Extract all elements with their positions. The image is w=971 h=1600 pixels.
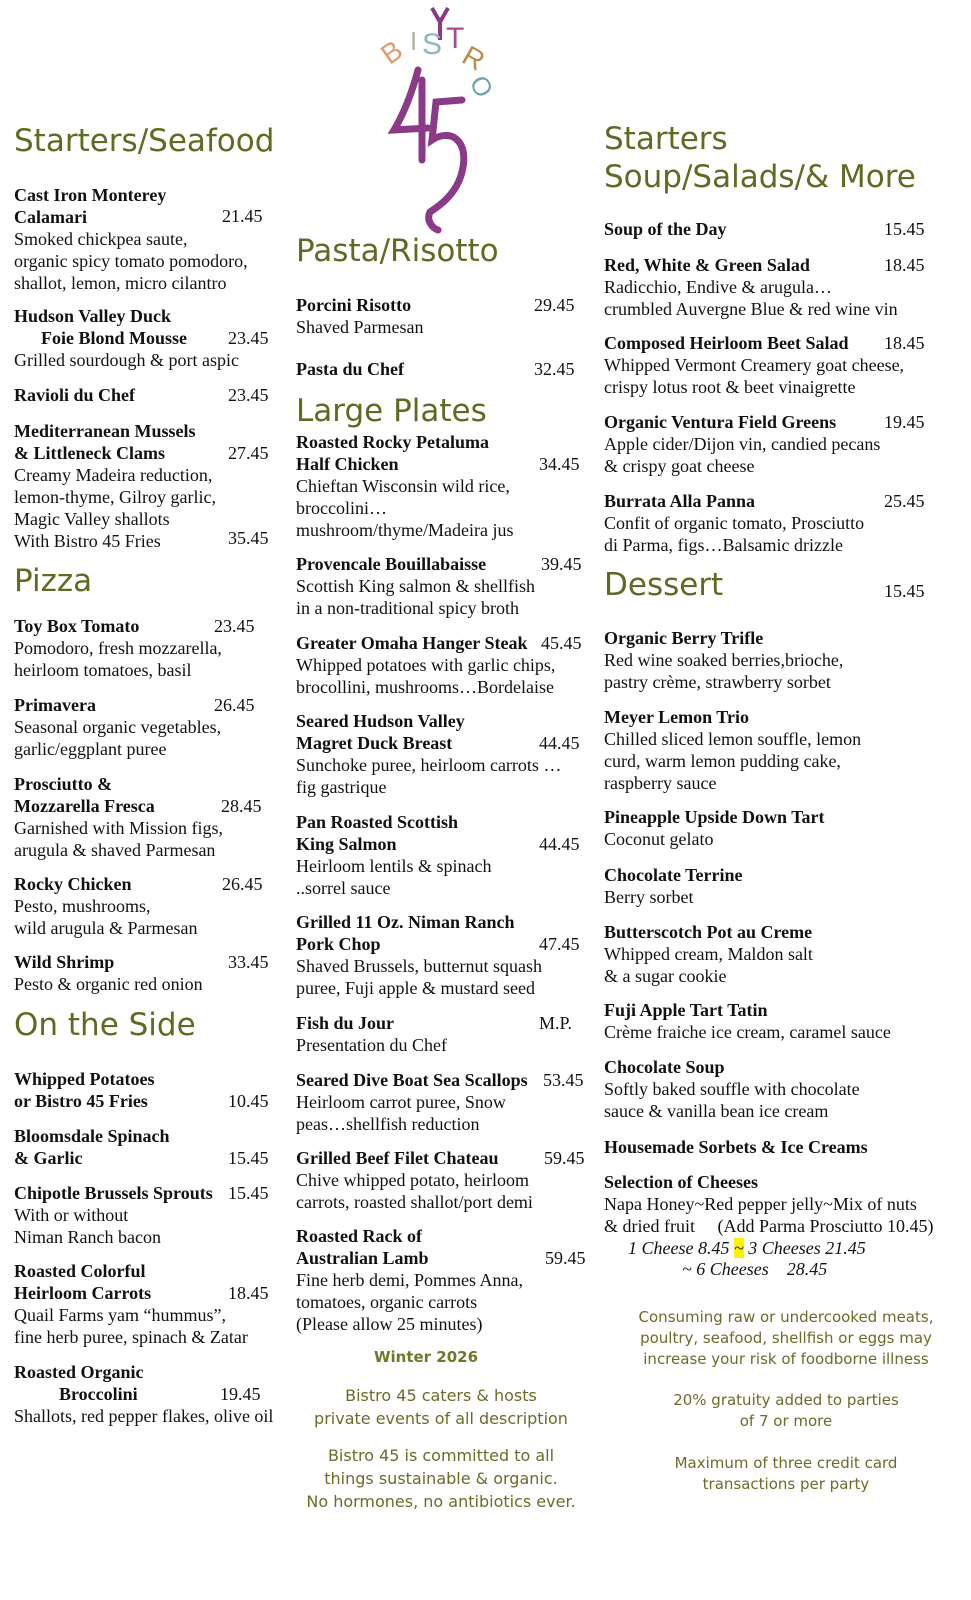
menu-item-heirloom-carrots: [14, 1260, 284, 1348]
item-desc: Quail Farms yam “hummus”, fine herb puree, spinach & Zatar: [14, 1305, 248, 1347]
item-desc: Red wine soaked berries,brioche, pastry crème, strawberry sorbet: [604, 650, 844, 692]
item-price: 34.45: [539, 454, 580, 474]
cheese-6-price: ~ 6 Cheeses 28.45: [682, 1259, 828, 1279]
item-price: 25.45: [884, 491, 925, 511]
logo-letter-t: T: [446, 22, 465, 55]
item-desc: Garnished with Mission figs, arugula & shaved Parmesan: [14, 818, 223, 860]
item-name: Selection of Cheeses: [604, 1172, 758, 1192]
item-price: 33.45: [228, 952, 269, 972]
menu-item-king-salmon: [296, 811, 586, 899]
item-desc: Chieftan Wisconsin wild rice, broccolini… mushroom/thyme/Madeira jus: [296, 476, 514, 540]
food-safety-notice: Consuming raw or undercooked meats, poultry, seafood, shellfish or eggs may increase your risk of foodborne illness: [638, 1308, 934, 1368]
item-price: 39.45: [541, 554, 582, 574]
item-name: Cast Iron Monterey Calamari: [14, 185, 167, 227]
item-price: 19.45: [220, 1384, 261, 1404]
item-name: Meyer Lemon Trio: [604, 707, 749, 727]
item-name: Housemade Sorbets & Ice Creams: [604, 1137, 868, 1157]
item-desc: Grilled sourdough & port aspic: [14, 350, 239, 370]
item-name: Composed Heirloom Beet Salad: [604, 333, 849, 353]
item-price: 15.45: [228, 1183, 269, 1203]
item-desc: Heirloom carrot puree, Snow peas…shellfish reduction: [296, 1092, 506, 1134]
item-name: Butterscotch Pot au Creme: [604, 922, 813, 942]
dessert-price: 15.45: [884, 581, 925, 601]
item-desc: Chilled sliced lemon souffle, lemon curd, warm lemon pudding cake, raspberry sauce: [604, 729, 862, 793]
section-title-large-plates: Large Plates: [296, 393, 487, 429]
item-desc: Crème fraiche ice cream, caramel sauce: [604, 1022, 891, 1042]
menu-item-meyer-lemon-trio: [604, 706, 944, 794]
item-desc: Radicchio, Endive & arugula… crumbled Auvergne Blue & red wine vin: [604, 277, 898, 319]
menu-item-chocolate-soup: [604, 1056, 944, 1122]
item-desc: Shaved Parmesan: [296, 317, 424, 337]
logo-number-5: [429, 100, 464, 230]
sustainability-note: Bistro 45 is committed to all things sustainable & organic. No hormones, no antibiotics ever.: [306, 1446, 576, 1511]
season-label: Winter 2026: [373, 1348, 479, 1366]
item-price: 18.45: [884, 255, 925, 275]
item-price: 47.45: [539, 934, 580, 954]
logo-letter-s: S: [422, 28, 443, 61]
item-name: Provencale Bouillabaisse: [296, 554, 487, 574]
menu-item-apple-tart-tatin: [604, 999, 944, 1043]
menu-item-rack-of-lamb: [296, 1225, 586, 1335]
item-desc: Whipped cream, Maldon salt & a sugar cookie: [604, 944, 813, 986]
item-name: Primavera: [14, 695, 96, 715]
menu-item-prosciutto-mozzarella: [14, 773, 274, 861]
item-price: 23.45: [214, 616, 255, 636]
item-desc: Creamy Madeira reduction, lemon-thyme, Gilroy garlic, Magic Valley shallots With Bistro 45 Fries: [14, 465, 216, 551]
item-name: Fish du Jour: [296, 1013, 395, 1033]
logo-number-4: [394, 70, 428, 160]
item-name: Pan Roasted Scottish King Salmon: [296, 812, 459, 854]
item-name: Burrata Alla Panna: [604, 491, 756, 511]
item-price: 44.45: [539, 834, 580, 854]
section-title-dessert: Dessert: [604, 567, 724, 603]
item-name: Seared Dive Boat Sea Scallops: [296, 1070, 528, 1090]
item-name: Mediterranean Mussels & Littleneck Clams: [14, 421, 196, 463]
item-name: Ravioli du Chef: [14, 385, 136, 405]
item-name: Organic Berry Trifle: [604, 628, 764, 648]
gratuity-notice: 20% gratuity added to parties of 7 or more: [673, 1391, 899, 1430]
item-name: Rocky Chicken: [14, 874, 132, 894]
item-name: Toy Box Tomato: [14, 616, 140, 636]
item-price: M.P.: [539, 1013, 573, 1033]
item-price: 32.45: [534, 359, 575, 379]
item-name: Chipotle Brussels Sprouts: [14, 1183, 213, 1203]
item-name: Roasted Colorful Heirloom Carrots: [14, 1261, 152, 1303]
item-price: 10.45: [228, 1091, 269, 1111]
item-price: 44.45: [539, 733, 580, 753]
item-name: Grilled Beef Filet Chateau: [296, 1148, 499, 1168]
credit-card-notice: Maximum of three credit card transactions per party: [674, 1454, 898, 1493]
item-name: Prosciutto & Mozzarella Fresca: [14, 774, 155, 816]
item-desc: Whipped potatoes with garlic chips, brocollini, mushrooms…Bordelaise: [296, 655, 556, 697]
menu-item-pineapple-tart: [604, 806, 944, 850]
menu-item-sorbets-ice-creams: [604, 1136, 944, 1158]
item-desc: Shallots, red pepper flakes, olive oil: [14, 1406, 274, 1426]
section-title-pizza: Pizza: [14, 563, 93, 599]
logo-letter-b: B: [375, 34, 409, 71]
catering-note: Bistro 45 caters & hosts private events of all description: [314, 1386, 568, 1428]
section-title-starters-seafood: Starters/Seafood: [14, 123, 275, 159]
item-price: 28.45: [221, 796, 262, 816]
item-desc: Coconut gelato: [604, 829, 714, 849]
item-name: Roasted Organic Broccolini: [14, 1362, 144, 1404]
item-desc: Scottish King salmon & shellfish in a non-traditional spicy broth: [296, 576, 536, 618]
item-desc: Sunchoke puree, heirloom carrots … fig gastrique: [296, 755, 562, 797]
item-price: 26.45: [222, 874, 263, 894]
item-price: 59.45: [545, 1248, 586, 1268]
item-price: 18.45: [884, 333, 925, 353]
item-desc: Whipped Vermont Creamery goat cheese, crispy lotus root & beet vinaigrette: [604, 355, 905, 397]
item-name: Red, White & Green Salad: [604, 255, 810, 275]
item-name: Porcini Risotto: [296, 295, 412, 315]
item-desc: Presentation du Chef: [296, 1035, 447, 1055]
item-price: 21.45: [222, 206, 263, 226]
item-name: Hudson Valley Duck Foie Blond Mousse: [14, 306, 188, 348]
item-price: 29.45: [534, 295, 575, 315]
cheese-pricing-line-1: [628, 1237, 866, 1259]
logo-letter-r: R: [457, 39, 491, 77]
item-price: 27.45: [228, 443, 269, 463]
item-price: 26.45: [214, 695, 255, 715]
item-desc: Smoked chickpea saute, organic spicy tomato pomodoro, shallot, lemon, micro cilantro: [14, 229, 248, 293]
item-desc: Chive whipped potato, heirloom carrots, roasted shallot/port demi: [296, 1170, 533, 1212]
item-name: Chocolate Soup: [604, 1057, 725, 1077]
item-price: 45.45: [541, 633, 582, 653]
menu-item-berry-trifle: [604, 627, 944, 693]
item-price: 23.45: [228, 385, 269, 405]
cheese-3-price: 3 Cheeses 21.45: [748, 1238, 866, 1258]
cheese-1-price: 1 Cheese 8.45: [628, 1238, 730, 1258]
menu-item-petaluma-chicken: [296, 431, 586, 541]
menu-item-pork-chop: [296, 911, 586, 999]
item-desc: Fine herb demi, Pommes Anna, tomatoes, organic carrots (Please allow 25 minutes): [296, 1270, 523, 1334]
item-price: 15.45: [884, 219, 925, 239]
item-name: Grilled 11 Oz. Niman Ranch Pork Chop: [296, 912, 515, 954]
item-price: 19.45: [884, 412, 925, 432]
item-desc: Napa Honey~Red pepper jelly~Mix of nuts & dried fruit (Add Parma Prosciutto 10.45): [604, 1194, 934, 1236]
item-desc: Seasonal organic vegetables, garlic/eggplant puree: [14, 717, 222, 759]
item-desc: Pomodoro, fresh mozzarella, heirloom tomatoes, basil: [14, 638, 222, 680]
logo-letter-i: I: [410, 26, 418, 56]
item-price: 23.45: [228, 328, 269, 348]
item-name: Pineapple Upside Down Tart: [604, 807, 825, 827]
item-name: Chocolate Terrine: [604, 865, 743, 885]
item-desc: Softly baked souffle with chocolate sauce & vanilla bean ice cream: [604, 1079, 860, 1121]
item-desc: Heirloom lentils & spinach ..sorrel sauce: [296, 856, 492, 898]
item-price: 53.45: [543, 1070, 584, 1090]
menu-item-selection-of-cheeses: [604, 1171, 954, 1237]
item-name: Whipped Potatoes or Bistro 45 Fries: [14, 1069, 155, 1111]
bistro-45-logo: [370, 0, 510, 235]
item-name: Soup of the Day: [604, 219, 727, 239]
item-name: Roasted Rack of Australian Lamb: [296, 1226, 429, 1268]
item-name: Wild Shrimp: [14, 952, 115, 972]
menu-item-calamari: [14, 184, 274, 294]
menu-item-duck-breast: [296, 710, 586, 798]
item-desc: Confit of organic tomato, Prosciutto di Parma, figs…Balsamic drizzle: [604, 513, 865, 555]
logo-letter-o: O: [463, 70, 500, 103]
item-desc: Shaved Brussels, butternut squash puree, Fuji apple & mustard seed: [296, 956, 542, 998]
item-desc: Pesto, mushrooms, wild arugula & Parmesan: [14, 896, 198, 938]
item-name: Pasta du Chef: [296, 359, 405, 379]
item-name: Fuji Apple Tart Tatin: [604, 1000, 768, 1020]
item-desc: Pesto & organic red onion: [14, 974, 203, 994]
item-name: Roasted Rocky Petaluma Half Chicken: [296, 432, 489, 474]
menu-item-butterscotch-pot: [604, 921, 944, 987]
item-desc: Berry sorbet: [604, 887, 694, 907]
menu-item-chocolate-terrine: [604, 864, 944, 908]
item-name: Seared Hudson Valley Magret Duck Breast: [296, 711, 465, 753]
item-price: 18.45: [228, 1283, 269, 1303]
section-title-pasta-risotto: Pasta/Risotto: [296, 233, 499, 269]
item-desc: With or without Niman Ranch bacon: [14, 1205, 161, 1247]
item-name: Bloomsdale Spinach & Garlic: [14, 1126, 170, 1168]
item-price: 15.45: [228, 1148, 269, 1168]
section-title-starters-soup-salads: Starters Soup/Salads/& More: [604, 121, 916, 195]
item-price-fries: 35.45: [228, 528, 269, 548]
item-name: Organic Ventura Field Greens: [604, 412, 837, 432]
cheese-separator: ~: [733, 1238, 744, 1258]
section-title-on-the-side: On the Side: [14, 1007, 196, 1043]
item-name: Greater Omaha Hanger Steak: [296, 633, 528, 653]
item-price: 59.45: [544, 1148, 585, 1168]
item-desc: Apple cider/Dijon vin, candied pecans & crispy goat cheese: [604, 434, 881, 476]
menu-item-beef-filet: [296, 1147, 586, 1213]
